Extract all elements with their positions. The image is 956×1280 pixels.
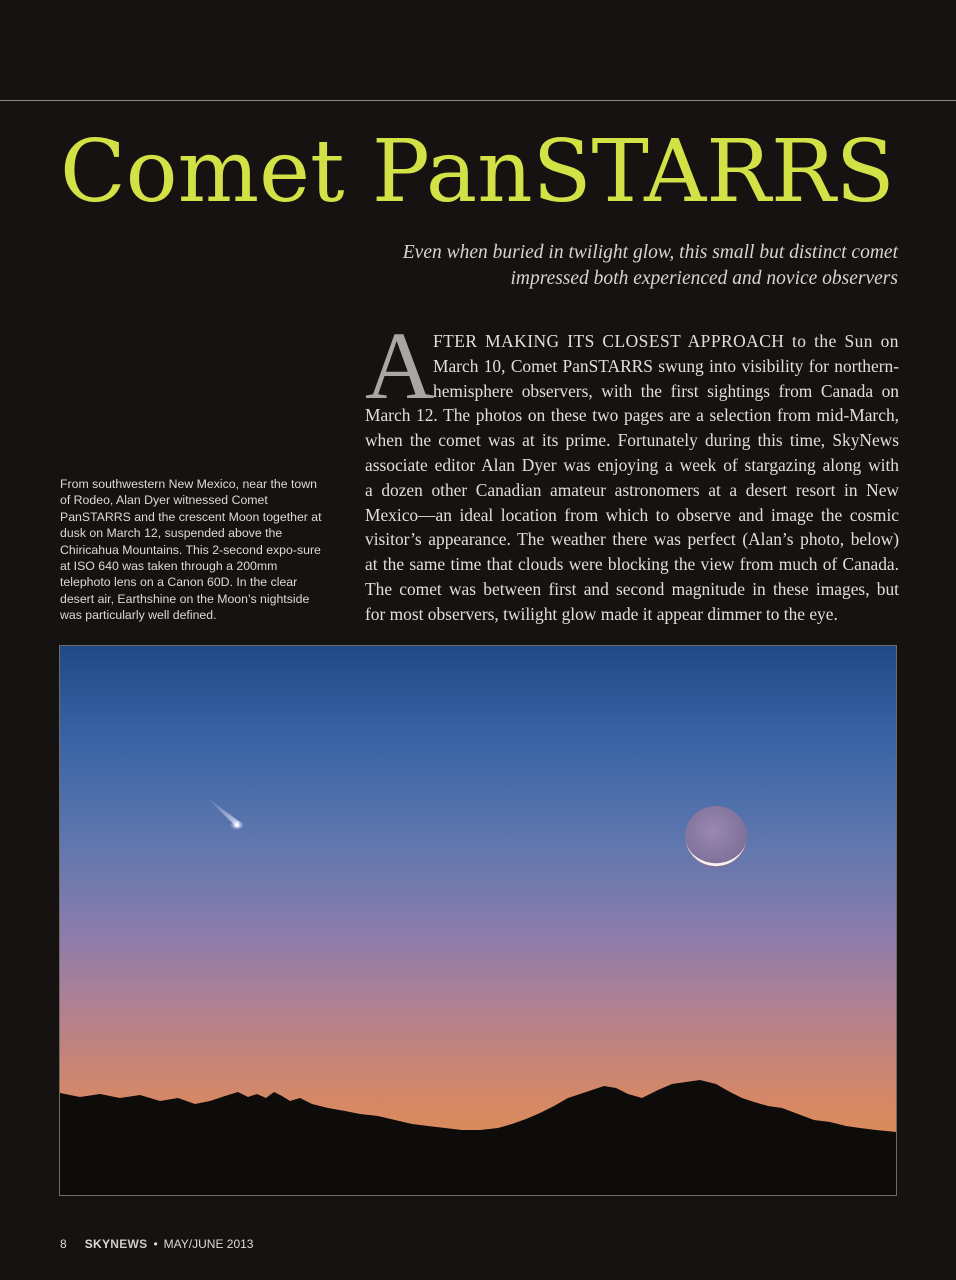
article-line: at the same time that clouds were blocking the view from much of Canada. — [365, 554, 899, 575]
footer-separator: • — [153, 1237, 158, 1251]
crescent-moon — [685, 806, 747, 868]
article-line: for most observers, twilight glow made it appear dimmer to the eye. — [365, 603, 838, 624]
article-title: Comet PanSTARRS — [60, 122, 895, 222]
article-line: March 12. The photos on these two pages are a selection from mid-March, — [365, 405, 899, 426]
article-line: hemisphere observers, with the first sightings from Canada on — [433, 380, 899, 401]
article-deck — [338, 240, 898, 292]
deck-line-1: Even when buried in twilight glow, this small but distinct comet — [402, 242, 898, 263]
article-line: Mexico—an ideal location from which to observe and image the cosmic — [365, 504, 899, 525]
brand-news: NEWS — [110, 1237, 148, 1251]
article-line: visitor’s appearance. The weather there was perfect (Alan’s photo, below) — [365, 529, 899, 550]
comet — [206, 796, 244, 830]
deck-line-2: impressed both experienced and novice observers — [510, 268, 898, 289]
article-line: when the comet was at its prime. Fortunately during this time, SkyNews — [365, 430, 899, 451]
page-footer — [60, 1236, 253, 1252]
article-line: a dozen other Canadian amateur astronomers at a desert resort in New — [365, 479, 899, 500]
article-body — [365, 329, 899, 627]
issue-date: MAY/JUNE 2013 — [163, 1237, 254, 1251]
article-line: March 10, Comet PanSTARRS swung into visibility for northern- — [433, 355, 899, 376]
brand-sky: SKY — [84, 1237, 111, 1251]
page-number: 8 — [60, 1237, 67, 1251]
twilight-scene — [60, 646, 896, 1195]
drop-cap: A — [365, 312, 435, 419]
photo-caption: From southwestern New Mexico, near the town of Rodeo, Alan Dyer witnessed Comet PanSTARRS and the crescent Moon together at dusk on March 12, suspended above the Chiricahua Mountains. This 2-second expo-sure at ISO 640 was taken through a 200mm telephoto lens on a Canon 60D. In the clear desert air, Earthshine on the Moon’s nightside was particularly well defined. — [60, 477, 322, 623]
comet-moon-photo — [59, 645, 897, 1196]
article-line: FTER MAKING ITS CLOSEST APPROACH to the Sun on — [433, 331, 899, 351]
article-line: associate editor Alan Dyer was enjoying a week of stargazing along with — [365, 454, 899, 475]
header-rule — [0, 100, 956, 101]
article-line: The comet was between first and second magnitude in these images, but — [365, 578, 899, 599]
mountain-silhouette — [60, 1080, 896, 1195]
